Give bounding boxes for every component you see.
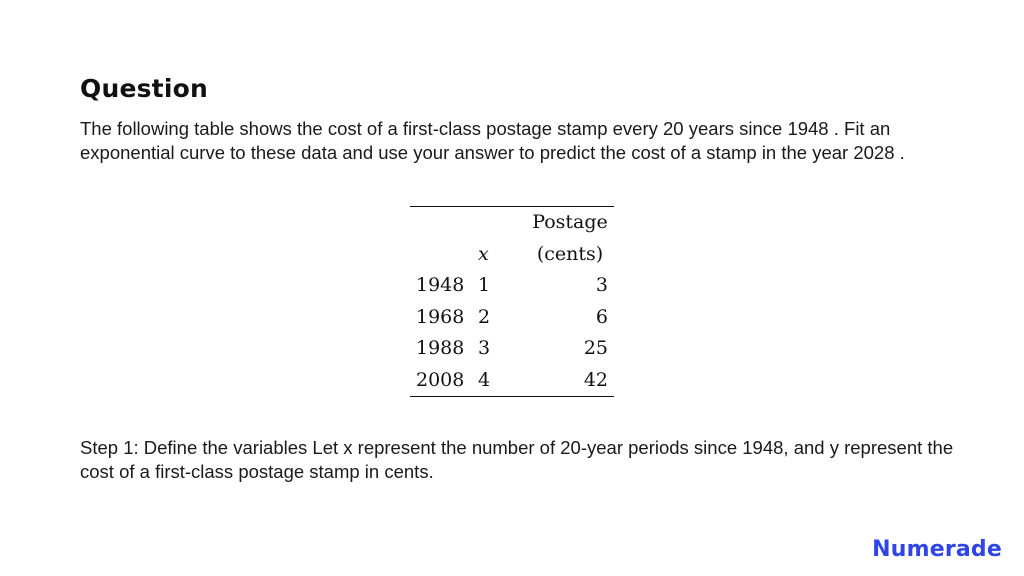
table-header-row-2 <box>410 239 614 271</box>
table-row <box>410 365 614 397</box>
header-x-blank-cell <box>476 207 506 239</box>
table-header-row-1 <box>410 207 614 239</box>
header-year-cell <box>410 207 476 239</box>
row-cost: 6 <box>595 305 608 328</box>
row-cost: 25 <box>583 337 608 359</box>
row-x: 3 <box>478 337 491 359</box>
row-year: 1968 <box>416 305 465 328</box>
row-year: 1948 <box>416 274 465 296</box>
row-cost: 42 <box>583 368 608 391</box>
row-year: 2008 <box>416 368 465 391</box>
numerade-logo: Numerade <box>872 537 1002 562</box>
row-x: 2 <box>478 305 491 328</box>
question-heading: Question <box>80 74 208 103</box>
postage-table <box>410 206 614 397</box>
row-x: 4 <box>478 368 491 391</box>
table-row <box>410 270 614 302</box>
question-text: The following table shows the cost of a first-class postage stamp every 20 years since 1948 . Fit an exponential curve to these data and use your answer to predict the cost of a stamp in the year 2028 . <box>80 118 905 163</box>
header-x: x <box>478 242 489 265</box>
table-row <box>410 333 614 365</box>
row-year: 1988 <box>416 337 465 359</box>
header-year-cell-2 <box>410 239 476 271</box>
row-cost: 3 <box>595 274 608 296</box>
header-postage: Postage <box>532 211 608 233</box>
step-1-text: Step 1: Define the variables Let x represent the number of 20-year periods since 1948, and y represent the cost of a first-class postage stamp in cents. <box>80 437 954 482</box>
table-row <box>410 302 614 334</box>
header-cents: (cents) <box>536 242 604 265</box>
row-x: 1 <box>478 274 491 296</box>
